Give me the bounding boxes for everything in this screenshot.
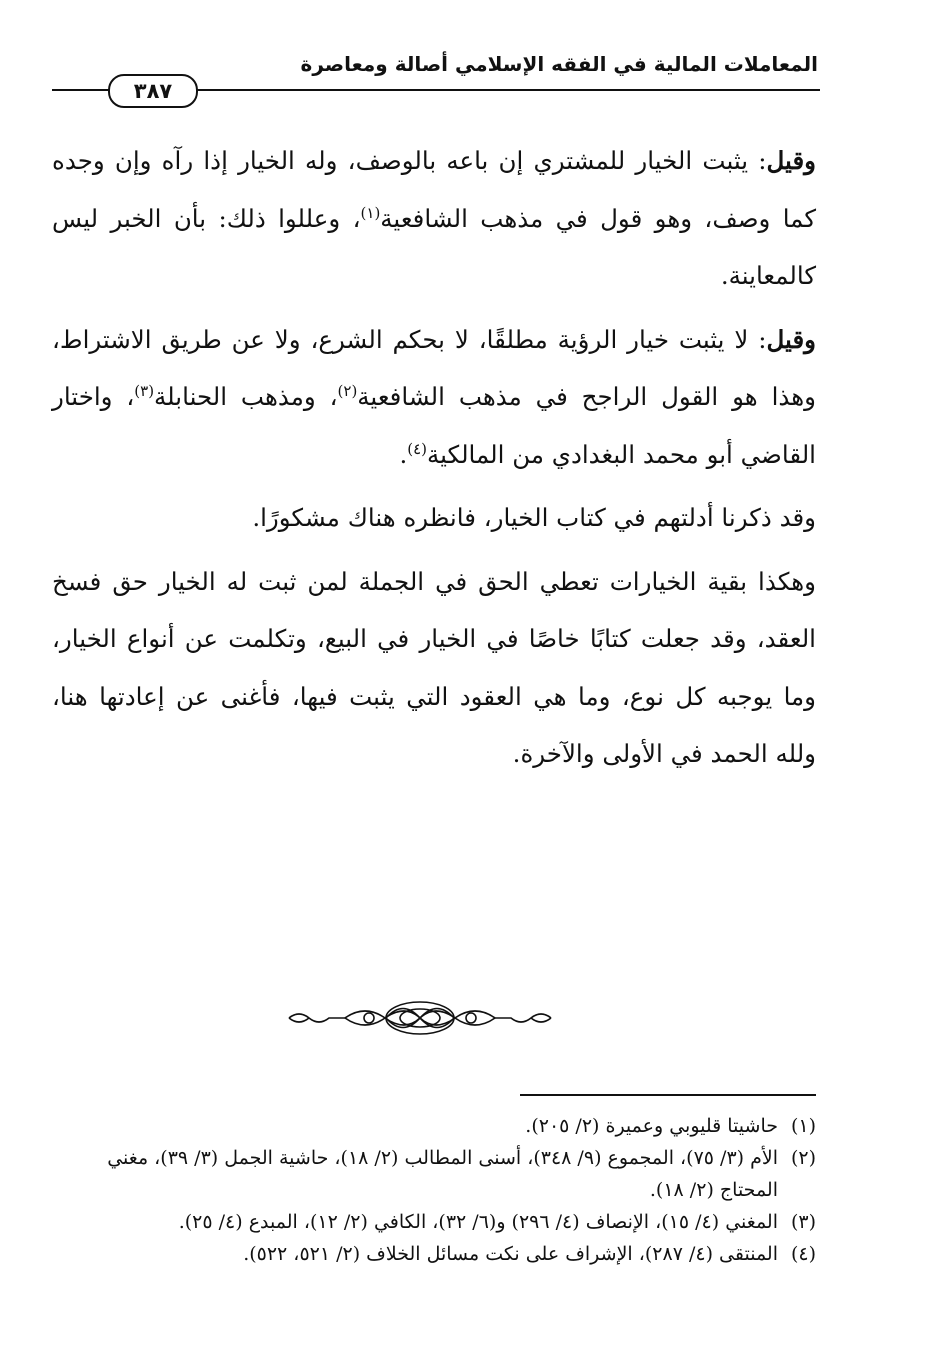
paragraph-text: . <box>399 439 408 469</box>
paragraph-4: وهكذا بقية الخيارات تعطي الحق في الجملة لمن ثبت له الخيار حق فسخ العقد، وقد جعلت كتابًا خاصًا في الخيار في البيع، وتكلمت عن أنواع الخيار، وما يوجبه كل نوع، وما هي العقود التي يثبت فيها، فأغنى عن إعادتها هنا، ولله الحمد في الأولى والآخرة. <box>52 566 816 768</box>
footnote-1 <box>52 1110 816 1142</box>
body-text <box>52 132 816 789</box>
footnote-ref[interactable]: (١) <box>360 203 381 222</box>
footnotes <box>52 1110 816 1270</box>
running-title: المعاملات المالية في الفقه الإسلامي أصالة ومعاصرة <box>300 52 818 76</box>
paragraph-2 <box>52 311 816 484</box>
footnote-text: حاشيتا قليوبي وعميرة (٢/ ٢٠٥). <box>525 1115 778 1137</box>
footnote-ref[interactable]: (٢) <box>337 381 358 400</box>
paragraph-text: ، ومذهب الحنابلة <box>154 382 338 411</box>
footnote-text: المنتقى (٤/ ٢٨٧)، الإشراف على نكت مسائل الخلاف (٢/ ٥٢١، ٥٢٢). <box>243 1243 778 1265</box>
paragraph-text: : يثبت الخيار للمشتري إن باعه بالوصف، وله الخيار إذا رآه وإن وجده كما وصف، وهو قول في مذهب الشافعية <box>52 146 816 233</box>
footnote-2 <box>52 1142 816 1206</box>
ornament-divider <box>285 995 555 1041</box>
paragraph-3: وقد ذكرنا أدلتهم في كتاب الخيار، فانظره هناك مشكورًا. <box>252 503 816 532</box>
footnote-ref[interactable]: (٣) <box>134 381 155 400</box>
footnote-rule <box>520 1094 816 1096</box>
footnote-4 <box>52 1238 816 1270</box>
paragraph-lead: وقيل <box>766 146 816 175</box>
footnote-marker: (٤) <box>790 1243 816 1265</box>
footnote-3 <box>52 1206 816 1238</box>
footnote-text: الأم (٣/ ٧٥)، المجموع (٩/ ٣٤٨)، أسنى المطالب (٢/ ١٨)، حاشية الجمل (٣/ ٣٩)، مغني المحتاج (٢/ ١٨). <box>107 1147 778 1201</box>
footnote-marker: (١) <box>790 1115 816 1137</box>
paragraph-text: ، واختار القاضي أبو محمد البغدادي من المالكية <box>52 382 816 469</box>
paragraph-lead: وقيل <box>766 324 816 354</box>
footnote-marker: (٢) <box>790 1147 816 1169</box>
paragraph-text: : لا يثبت خيار الرؤية مطلقًا، لا بحكم الشرع، ولا عن طريق الاشتراط، وهذا هو القول الراجح في مذهب الشافعية <box>52 324 816 411</box>
footnote-marker: (٣) <box>790 1211 816 1233</box>
footnote-ref[interactable]: (٤) <box>407 439 428 458</box>
paragraph-text: ، وعللوا ذلك: بأن الخبر ليس كالمعاينة. <box>52 203 816 290</box>
footnote-text: المغني (٤/ ١٥)، الإنصاف (٤/ ٢٩٦) و(٦/ ٣٢)، الكافي (٢/ ١٢)، المبدع (٤/ ٢٥). <box>178 1211 778 1233</box>
page-number: ٣٨٧ <box>108 74 198 108</box>
paragraph-1 <box>52 132 816 305</box>
